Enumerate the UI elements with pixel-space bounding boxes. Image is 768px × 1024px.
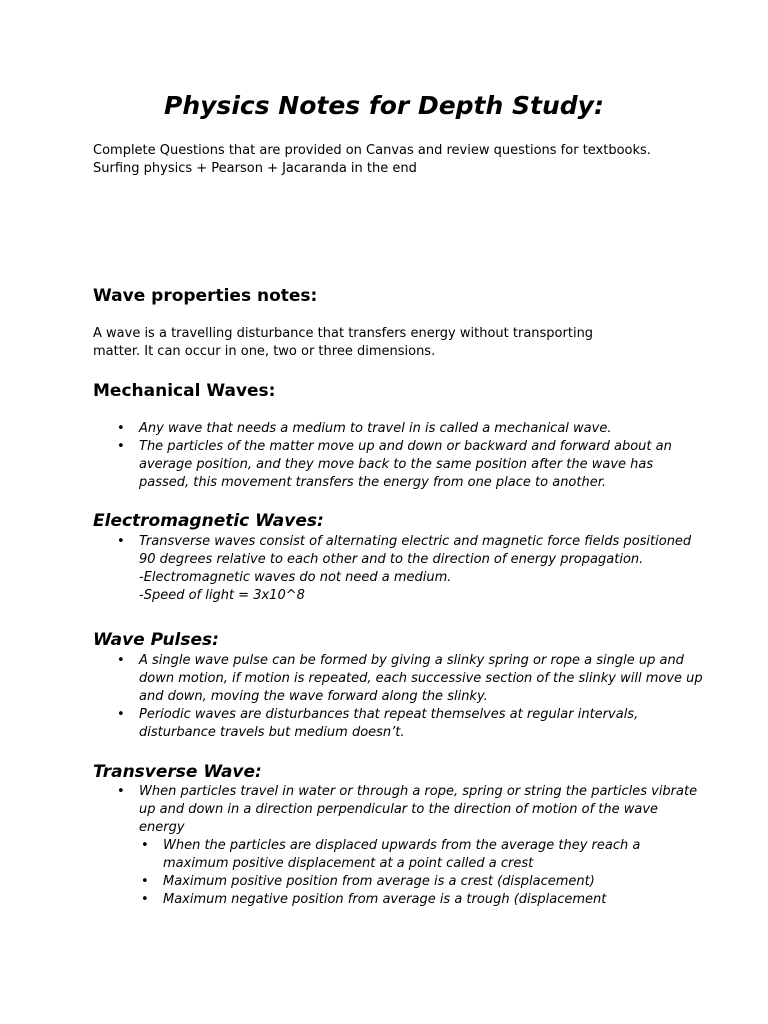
list-item: [93, 438, 693, 492]
list-item-line: Transverse waves consist of alternating electric and magnetic force fields positioned: [139, 534, 692, 549]
bullet-glyph: •: [117, 421, 125, 436]
list-item: [93, 783, 698, 837]
list-item-line: Maximum negative position from average is a trough (displacement: [163, 892, 607, 907]
sub-list-item: [93, 891, 693, 909]
list-item-line: 90 degrees relative to each other and to the direction of energy propagation.: [139, 552, 644, 567]
page-title: Physics Notes for Depth Study:: [164, 91, 604, 120]
intro-line: Complete Questions that are provided on Canvas and review questions for textbooks.: [93, 143, 651, 158]
mechanical-waves-list: [93, 420, 693, 492]
bullet-glyph: •: [117, 439, 125, 454]
list-item-line: The particles of the matter move up and down or backward and forward about an: [139, 439, 672, 454]
list-item-line: -Electromagnetic waves do not need a medium.: [139, 570, 452, 585]
transverse-wave-heading: Transverse Wave:: [93, 762, 262, 782]
list-item-line: -Speed of light = 3x10^8: [139, 588, 305, 603]
paragraph-line: matter. It can occur in one, two or three dimensions.: [93, 344, 436, 359]
bullet-glyph: •: [117, 784, 125, 799]
list-item-line: Any wave that needs a medium to travel in is called a mechanical wave.: [139, 421, 612, 436]
bullet-glyph: •: [117, 707, 125, 722]
list-item-line: A single wave pulse can be formed by giving a slinky spring or rope a single up and: [139, 653, 684, 668]
wave-properties-heading: Wave properties notes:: [93, 286, 318, 306]
intro-text: [93, 142, 713, 178]
list-item-line: passed, this movement transfers the energy from one place to another.: [139, 475, 607, 490]
bullet-glyph: •: [141, 892, 149, 907]
bullet-glyph: •: [141, 838, 149, 853]
list-item-line: When the particles are displaced upwards from the average they reach a: [163, 838, 641, 853]
sub-list-item: [93, 837, 693, 873]
list-item: [93, 652, 703, 706]
list-item-line: Maximum positive position from average is a crest (displacement): [163, 874, 595, 889]
list-item: [93, 706, 693, 742]
list-item-line: energy: [139, 820, 185, 835]
list-item-line: average position, and they move back to the same position after the wave has: [139, 457, 654, 472]
transverse-wave-list: [93, 783, 698, 909]
sub-list-item: [93, 873, 693, 891]
mechanical-waves-heading: Mechanical Waves:: [93, 381, 276, 401]
wave-properties-text: [93, 325, 693, 361]
list-item: [93, 420, 693, 438]
list-item-line: disturbance travels but medium doesn’t.: [139, 725, 405, 740]
wave-pulses-list: [93, 652, 703, 742]
list-item-line: Periodic waves are disturbances that repeat themselves at regular intervals,: [139, 707, 639, 722]
bullet-glyph: •: [117, 653, 125, 668]
bullet-glyph: •: [117, 534, 125, 549]
electromagnetic-waves-heading: Electromagnetic Waves:: [93, 511, 324, 531]
wave-pulses-heading: Wave Pulses:: [93, 630, 219, 650]
list-item-line: When particles travel in water or through a rope, spring or string the particles vibrate: [139, 784, 698, 799]
list-item-line: maximum positive displacement at a point called a crest: [163, 856, 534, 871]
list-item-line: and down, moving the wave forward along the slinky.: [139, 689, 488, 704]
list-item: [93, 533, 693, 605]
electromagnetic-waves-list: [93, 533, 693, 605]
paragraph-line: A wave is a travelling disturbance that transfers energy without transporting: [93, 326, 594, 341]
bullet-glyph: •: [141, 874, 149, 889]
intro-line: Surfing physics + Pearson + Jacaranda in the end: [93, 161, 417, 176]
list-item-line: up and down in a direction perpendicular to the direction of motion of the wave: [139, 802, 659, 817]
list-item-line: down motion, if motion is repeated, each successive section of the slinky will move up: [139, 671, 703, 686]
